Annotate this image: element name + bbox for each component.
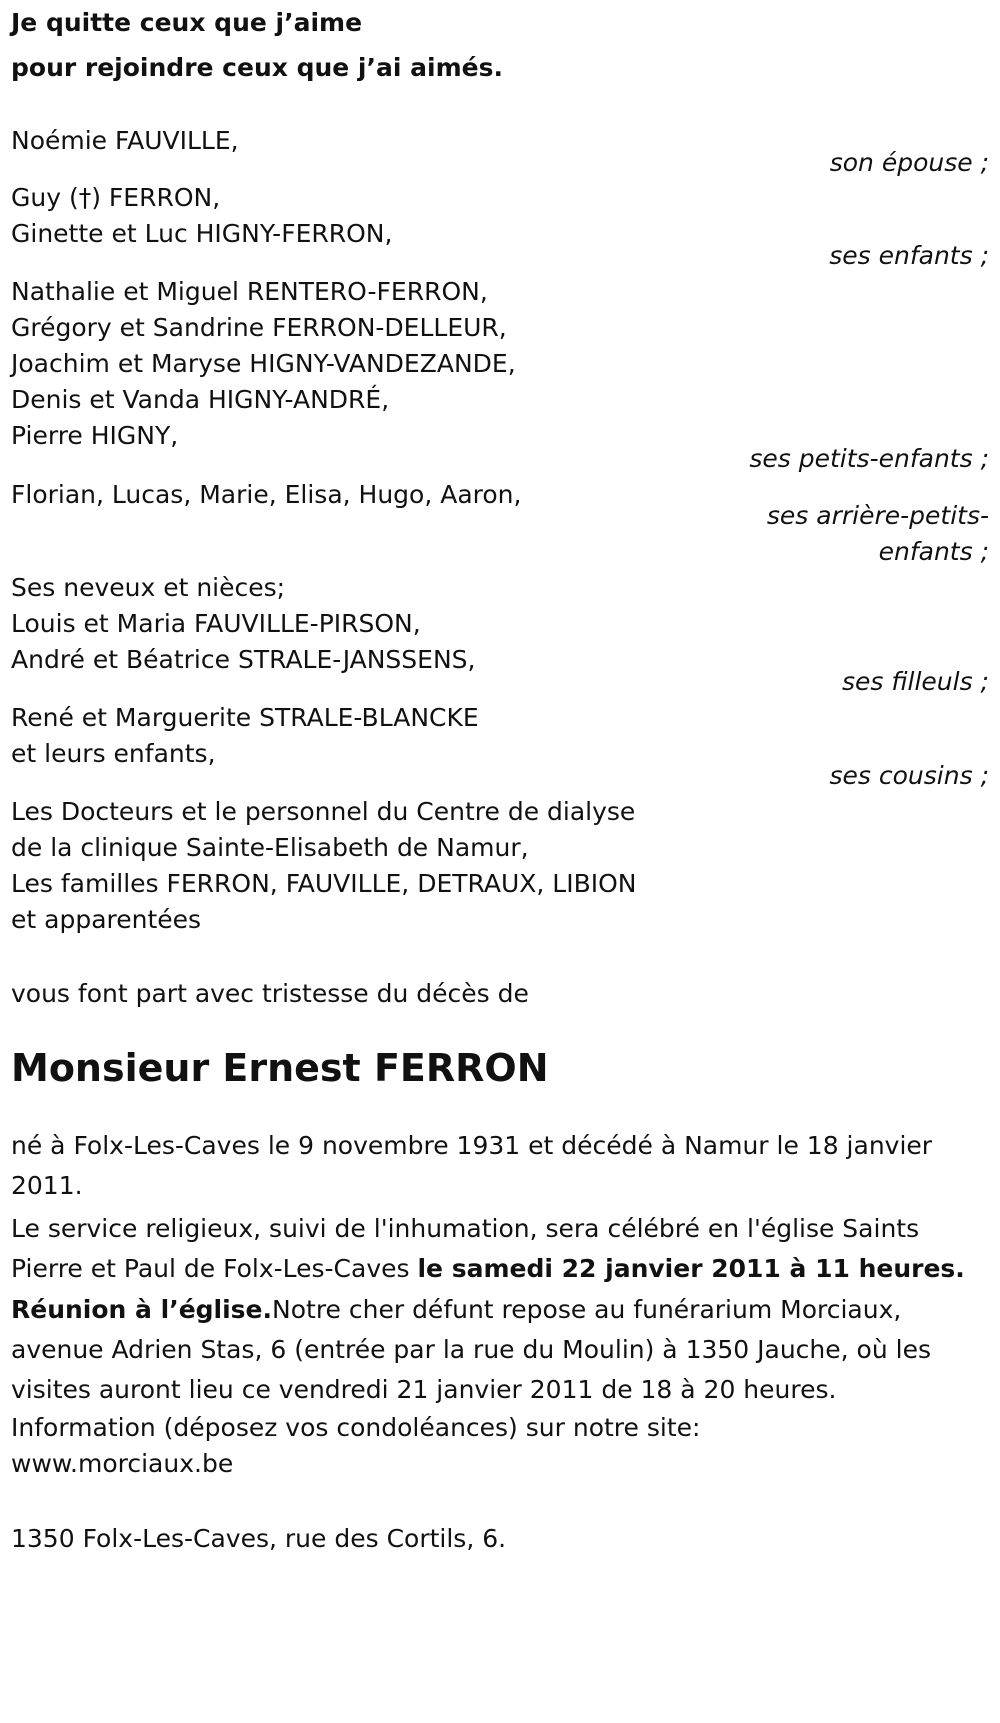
- relation-label: ses filleuls ;: [842, 667, 989, 696]
- service-text: Le service religieux, suivi de l'inhumation, sera célébré en l'église Saints Pierre et Paul de Folx-Les-Caves: [11, 1214, 920, 1283]
- relation-label: ses petits-enfants ;: [749, 444, 989, 473]
- family-line: Grégory et Sandrine FERRON-DELLEUR,: [11, 313, 507, 342]
- quote-line-2: pour rejoindre ceux que j’ai aimés.: [11, 53, 503, 82]
- family-line: Guy (†) FERRON,: [11, 183, 221, 212]
- relation-label: ses enfants ;: [829, 241, 989, 270]
- relation-label: ses cousins ;: [829, 761, 989, 790]
- announcement: vous font part avec tristesse du décès de: [11, 979, 529, 1008]
- reunion-paragraph: [11, 1290, 981, 1410]
- relation-label: ses arrière-petits-: [766, 501, 989, 530]
- family-line: Les familles FERRON, FAUVILLE, DETRAUX, LIBION: [11, 869, 637, 898]
- address: 1350 Folx-Les-Caves, rue des Cortils, 6.: [11, 1524, 507, 1553]
- family-line: Ginette et Luc HIGNY-FERRON,: [11, 219, 393, 248]
- reunion-text: Notre cher défunt repose au funérarium Morciaux, avenue Adrien Stas, 6 (entrée par la rue du Moulin) à 1350 Jauche, où les visites auront lieu ce vendredi 21 janvier 2011 de 18 à 20 heures.: [11, 1295, 931, 1404]
- relation-label: son épouse ;: [829, 148, 989, 177]
- family-line: Nathalie et Miguel RENTERO-FERRON,: [11, 277, 488, 306]
- family-line: de la clinique Sainte-Elisabeth de Namur,: [11, 833, 529, 862]
- quote-line-1: Je quitte ceux que j’aime: [11, 8, 363, 37]
- family-line: Louis et Maria FAUVILLE-PIRSON,: [11, 609, 421, 638]
- family-line: Noémie FAUVILLE,: [11, 126, 239, 155]
- reunion-label: Réunion à l’église.: [11, 1295, 273, 1324]
- family-line: Joachim et Maryse HIGNY-VANDEZANDE,: [11, 349, 516, 378]
- deceased-name: Monsieur Ernest FERRON: [11, 1046, 549, 1090]
- relation-label: enfants ;: [878, 537, 989, 566]
- service-date: le samedi 22 janvier 2011 à 11 heures.: [417, 1254, 965, 1283]
- family-line: et leurs enfants,: [11, 739, 216, 768]
- family-line: Denis et Vanda HIGNY-ANDRÉ,: [11, 385, 390, 414]
- website-link[interactable]: www.morciaux.be: [11, 1449, 234, 1478]
- family-line: Florian, Lucas, Marie, Elisa, Hugo, Aaron,: [11, 480, 522, 509]
- family-line: André et Béatrice STRALE-JANSSENS,: [11, 645, 476, 674]
- info-text: Information (déposez vos condoléances) sur notre site:: [11, 1413, 701, 1442]
- family-line: Les Docteurs et le personnel du Centre de dialyse: [11, 797, 636, 826]
- family-line: Ses neveux et nièces;: [11, 573, 286, 602]
- service-paragraph: [11, 1209, 981, 1289]
- family-line: et apparentées: [11, 905, 202, 934]
- birth-death-text: né à Folx-Les-Caves le 9 novembre 1931 et décédé à Namur le 18 janvier 2011.: [11, 1131, 933, 1200]
- family-line: Pierre HIGNY,: [11, 421, 179, 450]
- family-line: René et Marguerite STRALE-BLANCKE: [11, 703, 479, 732]
